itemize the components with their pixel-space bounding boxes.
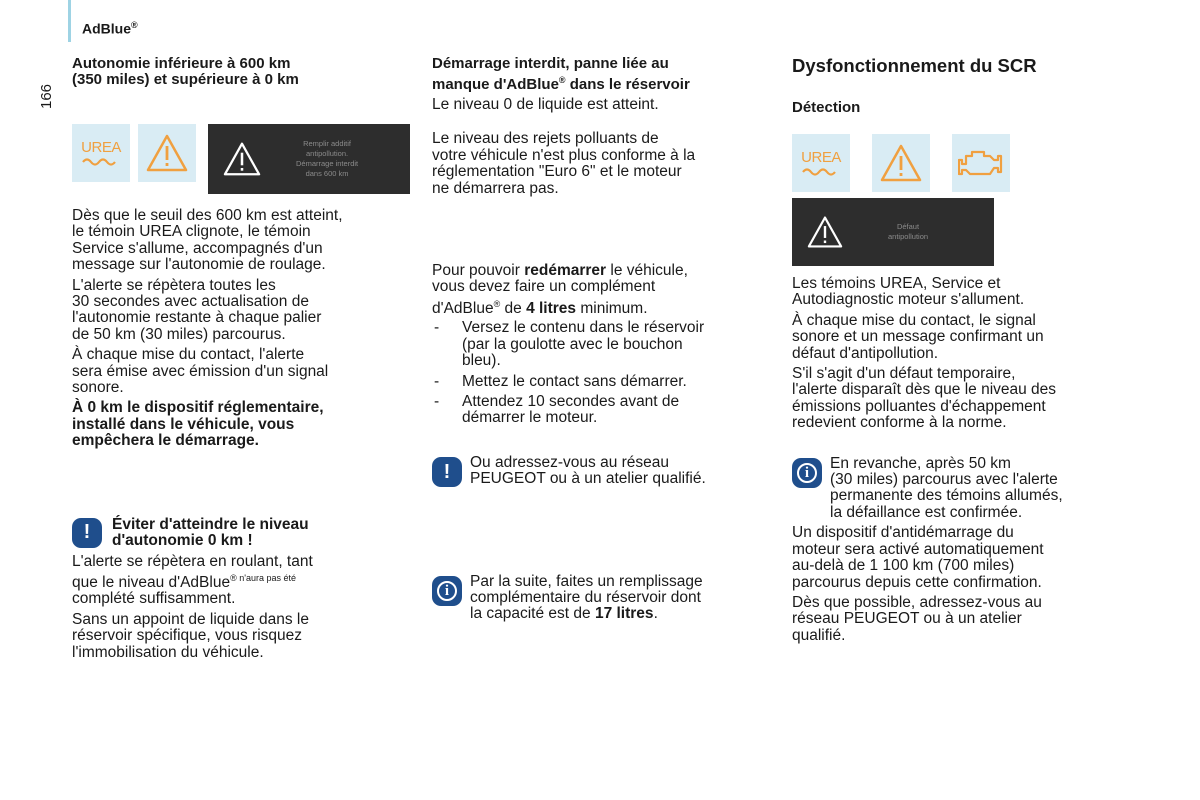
col1-para-6: Sans un appoint de liquide dans le réservoir spécifique, vous risquez l'immobilisation du véhicule. (72, 610, 309, 661)
section-tab: AdBlue® (82, 20, 138, 37)
dashboard-message-text: Défaut antipollution (888, 222, 929, 241)
col3-para-2: À chaque mise du contact, le signal sonore et un message confirmant un défaut d'antipollution. (792, 311, 1044, 362)
dashboard-message-screen (208, 124, 410, 194)
column-3 (792, 56, 1132, 644)
col1-para-5: L'alerte se répètera en roulant, tant que le niveau d'AdBlue$^{® n'aura pas été}$ complété suffisamment. (72, 552, 313, 608)
col1-para-3: À chaque mise du contact, l'alerte sera émise avec émission d'un signal sonore. (72, 346, 329, 397)
col1-para-4: À 0 km le dispositif réglementaire, installé dans le véhicule, vous empêchera le démarrage. (72, 399, 324, 450)
warning-badge-icon: ! (72, 518, 102, 548)
col1-para-2: L'alerte se répètera toutes les 30 secondes avec actualisation de l'autonomie restante à chaque palier de 50 km (30 miles) parcourus. (72, 276, 322, 343)
list-item: - Attendez 10 secondes avant de démarrer le moteur. (432, 394, 772, 427)
column-2 (432, 56, 772, 623)
col3-subheading: Détection (792, 99, 861, 116)
warning-triangle-icon (806, 215, 844, 249)
col3-heading: Dysfonctionnement du SCR (792, 55, 1037, 76)
column-1 (72, 56, 412, 661)
col3-icon-row (792, 134, 1132, 192)
dashboard-message-text: Remplir additif antipollution. Démarrage interdit dans 600 km (296, 139, 359, 178)
col3-para-1: Les témoins UREA, Service et Autodiagnostic moteur s'allument. (792, 275, 1025, 309)
col3-para-3: S'il s'agit d'un défaut temporaire, l'alerte disparaît dès que le niveau des émissions polluantes d'échappement redevient conforme à la norme. (792, 365, 1057, 432)
info-badge-icon: i (792, 458, 822, 488)
warning-note (72, 516, 412, 550)
info-note-1 (432, 455, 772, 488)
col2-para-2: Le niveau des rejets polluants de votre véhicule n'est plus conforme à la réglementation "Euro 6" et le moteur ne démarrera pas. (432, 130, 696, 197)
info-badge-icon: i (432, 576, 462, 606)
dashboard-message-screen (792, 198, 994, 266)
info-note-3 (792, 456, 1132, 522)
info-note-3-text: En revanche, après 50 km (30 miles) parcourus avec l'alerte permanente des témoins allumés, la défaillance est confirmée. (830, 454, 1063, 521)
warning-badge-icon: ! (432, 457, 462, 487)
col2-steps-list (432, 320, 772, 426)
engine-check-icon (952, 134, 1010, 192)
col3-para-5: Dès que possible, adressez-vous au réseau PEUGEOT ou à un atelier qualifié. (792, 593, 1042, 644)
warning-triangle-icon (872, 134, 930, 192)
page-number: 166 (38, 83, 56, 110)
info-note-2 (432, 574, 772, 623)
urea-icon: UREA (72, 124, 130, 182)
warning-note-title: Éviter d'atteindre le niveau d'autonomie 0 km ! (112, 515, 309, 550)
warning-triangle-icon (138, 124, 196, 182)
sidebar-rule (68, 0, 71, 42)
warning-triangle-icon (222, 141, 262, 177)
urea-icon: UREA (792, 134, 850, 192)
info-note-2-text: Par la suite, faites un remplissage complémentaire du réservoir dont la capacité est de 17 litres. (470, 572, 703, 623)
col2-para-1: Le niveau 0 de liquide est atteint. (432, 96, 659, 113)
list-item: - Mettez le contact sans démarrer. (432, 374, 772, 390)
col1-icon-row (72, 124, 412, 194)
col1-para-1: Dès que le seuil des 600 km est atteint, le témoin UREA clignote, le témoin Service s'allume, accompagnés d'un message sur l'autonomie de roulage. (72, 207, 343, 274)
list-item: - Versez le contenu dans le réservoir (par la goulotte avec le bouchon bleu). (432, 320, 772, 369)
col3-para-4: Un dispositif d'antidémarrage du moteur sera activé automatiquement au-delà de 1 100 km (700 miles) parcourus depuis cette confirmation. (792, 524, 1044, 591)
col2-para-3: Pour pouvoir redémarrer le véhicule, vous devez faire un complément d'AdBlue® de 4 litres minimum. (432, 262, 688, 317)
col1-heading: Autonomie inférieure à 600 km (350 miles) et supérieure à 0 km (72, 55, 299, 88)
col2-heading: Démarrage interdit, panne liée au manque d'AdBlue® dans le réservoir (432, 55, 690, 93)
info-note-1-text: Ou adressez-vous au réseau PEUGEOT ou à un atelier qualifié. (470, 453, 706, 488)
